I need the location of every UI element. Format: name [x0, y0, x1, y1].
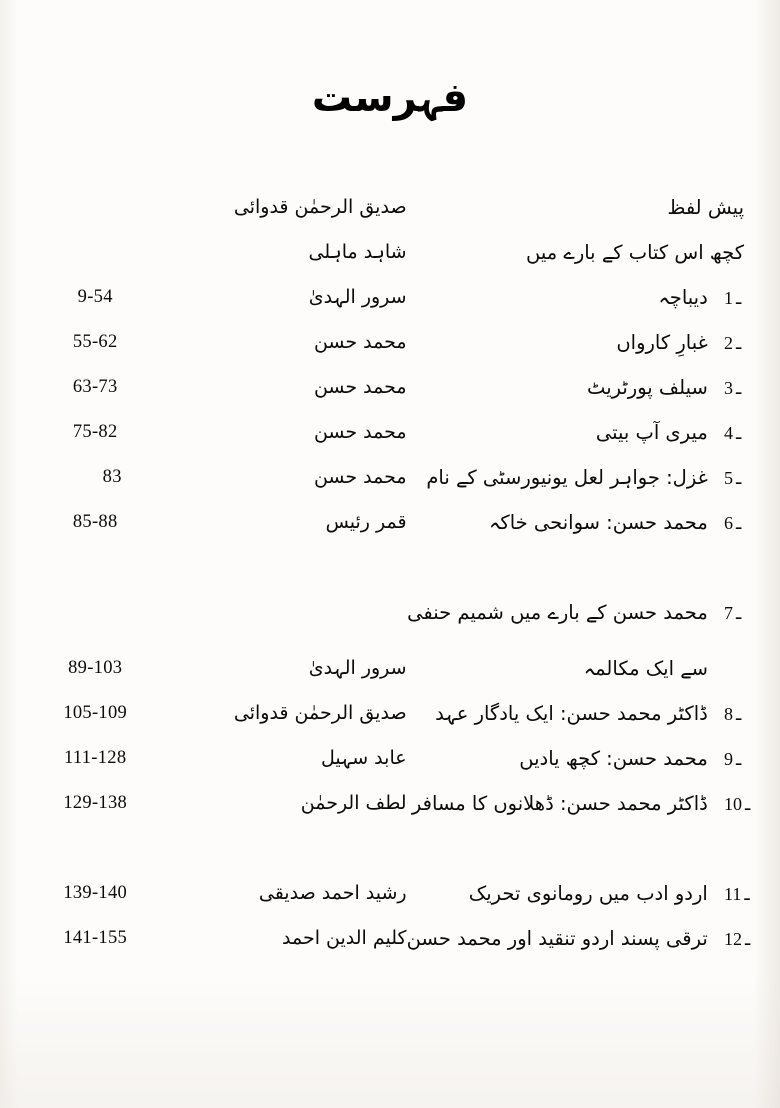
table-row[interactable] — [26, 882, 754, 927]
table-row-continuation[interactable] — [26, 657, 754, 702]
entry-pages — [26, 601, 164, 657]
entry-author: سرور الہدیٰ — [308, 657, 407, 679]
entry-number: 1 ـ — [724, 288, 742, 308]
entry-number: 10 ـ — [724, 794, 751, 814]
row-spacer — [26, 556, 754, 601]
entry-pages: 83 — [102, 467, 122, 487]
entry-number: 7 ـ — [724, 603, 742, 623]
entry-pages: 89-103 — [68, 658, 123, 678]
table-row[interactable] — [26, 511, 754, 556]
entry-title: 4 ـ میری آپ بیتی — [407, 421, 754, 466]
entry-pages: 55-62 — [72, 332, 118, 352]
entry-title: 1 ـ دیباچہ — [407, 286, 754, 331]
entry-title-line2: سے ایک مکالمہ — [583, 657, 708, 680]
entry-pages: 141-155 — [63, 928, 128, 948]
table-row[interactable] — [26, 286, 754, 331]
entry-pages: 111-128 — [64, 748, 127, 768]
entry-number: 12 ـ — [724, 929, 751, 949]
entry-title: 10 ـ ڈاکٹر محمد حسن: ڈھلانوں کا مسافر — [407, 792, 754, 837]
entry-number: 5 ـ — [724, 468, 742, 488]
table-row[interactable] — [26, 196, 754, 241]
table-row[interactable] — [26, 241, 754, 286]
entry-pages: 139-140 — [63, 883, 128, 903]
table-row[interactable] — [26, 466, 754, 511]
entry-author: سرور الہدیٰ — [308, 286, 407, 308]
entry-title: 5 ـ غزل: جواہر لعل یونیورسٹی کے نام — [407, 466, 754, 511]
table-row[interactable] — [26, 927, 754, 972]
table-row[interactable] — [26, 702, 754, 747]
entry-number: 8 ـ — [724, 704, 742, 724]
entry-author: قمر رئیس — [325, 511, 407, 533]
entry-title: 2 ـ غبارِ کارواں — [407, 331, 754, 376]
entry-pages: 129-138 — [63, 793, 128, 813]
entry-number: 11 ـ — [724, 884, 750, 904]
table-row[interactable] — [26, 747, 754, 792]
entry-author: محمد حسن — [313, 421, 407, 443]
row-spacer — [26, 837, 754, 882]
entry-title: 8 ـ ڈاکٹر محمد حسن: ایک یادگار عہد — [407, 702, 754, 747]
page-title: فہرست — [311, 75, 469, 121]
entry-pages: 85-88 — [72, 512, 118, 532]
entry-pages: 9-54 — [77, 287, 113, 307]
entry-author: صدیق الرحمٰن قدوائی — [233, 702, 407, 724]
table-of-contents — [26, 196, 754, 972]
table-row[interactable] — [26, 421, 754, 466]
entry-number: 3 ـ — [724, 378, 742, 398]
entry-author: صدیق الرحمٰن قدوائی — [233, 196, 407, 218]
entry-title: 3 ـ سیلف پورٹریٹ — [407, 376, 754, 421]
entry-pages: 105-109 — [63, 703, 128, 723]
entry-author: عابد سہیل — [320, 747, 407, 769]
entry-title: 7 ـ محمد حسن کے بارے میں شمیم حنفی — [407, 601, 754, 657]
entry-pages: 75-82 — [72, 422, 118, 442]
entry-pages: 63-73 — [72, 377, 118, 397]
entry-pages — [26, 241, 164, 286]
entry-number: 9 ـ — [724, 749, 742, 769]
entry-title: 9 ـ محمد حسن: کچھ یادیں — [407, 747, 754, 792]
entry-author: شاہد ماہلی — [308, 241, 407, 263]
entry-author: لطف الرحمٰن — [300, 792, 407, 814]
entry-author: کلیم الدین احمد — [282, 927, 407, 949]
table-row[interactable] — [26, 601, 754, 657]
entry-author: محمد حسن — [313, 466, 407, 488]
entry-number: 4 ـ — [724, 423, 742, 443]
entry-author — [164, 601, 406, 657]
entry-title: کچھ اس کتاب کے بارے میں — [526, 241, 744, 264]
entry-number: 2 ـ — [724, 333, 742, 353]
entry-author: محمد حسن — [313, 376, 407, 398]
table-row[interactable] — [26, 376, 754, 421]
entry-pages — [26, 196, 164, 241]
entry-author: محمد حسن — [313, 331, 407, 353]
entry-number: 6 ـ — [724, 513, 742, 533]
table-row[interactable] — [26, 792, 754, 837]
table-row[interactable] — [26, 331, 754, 376]
entry-title: 6 ـ محمد حسن: سوانحی خاکہ — [407, 511, 754, 556]
entry-title: پیش لفظ — [667, 196, 744, 219]
entry-title: 11 ـ اردو ادب میں رومانوی تحریک — [407, 882, 754, 927]
entry-author: رشید احمد صدیقی — [258, 882, 407, 904]
entry-title: 12 ـ ترقی پسند اردو تنقید اور محمد حسن — [407, 927, 754, 972]
